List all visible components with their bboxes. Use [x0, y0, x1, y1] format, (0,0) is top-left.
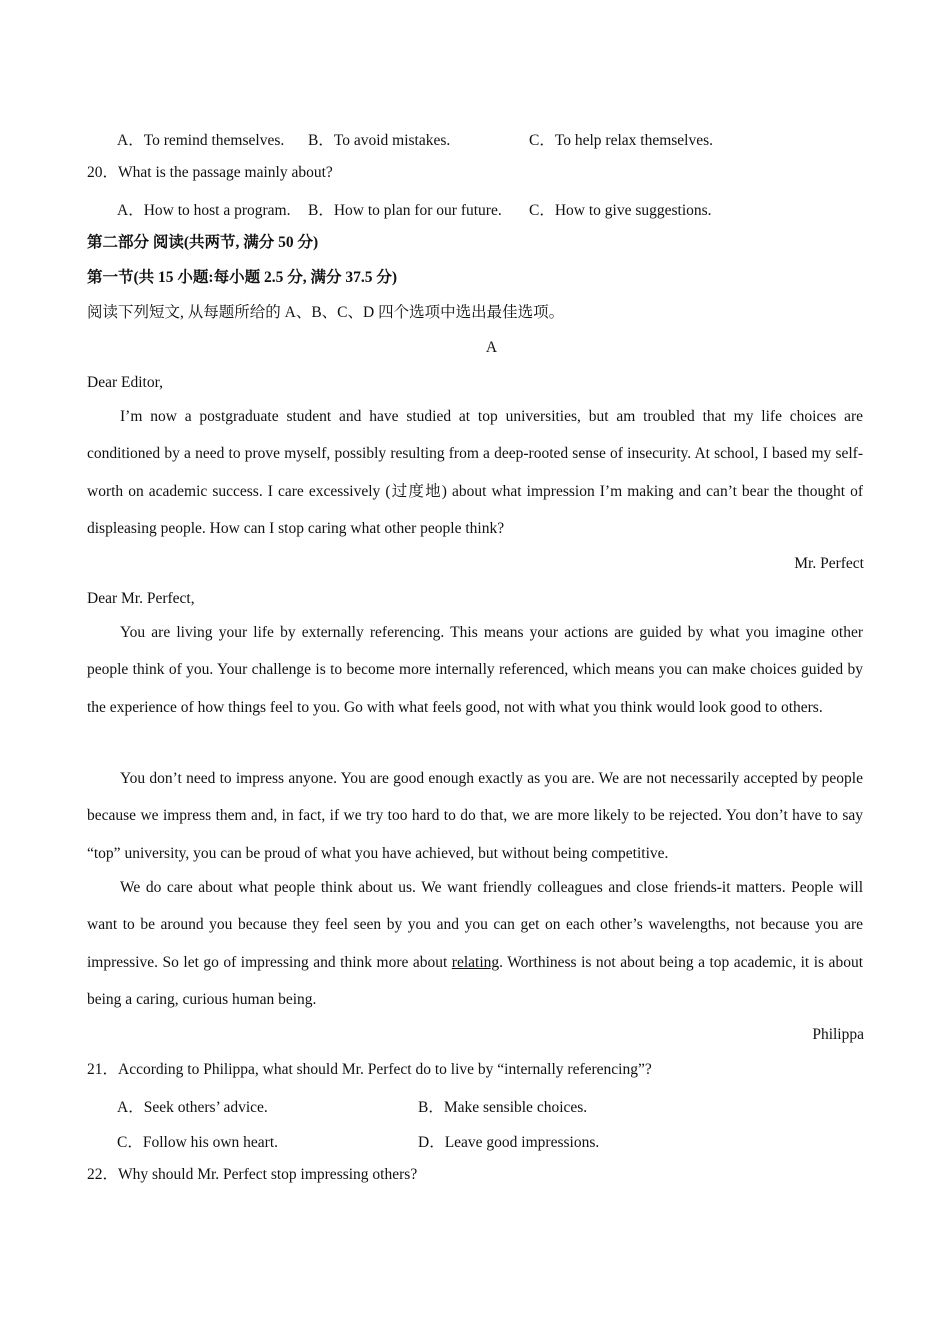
- q20-option-b: B．How to plan for our future.: [308, 202, 502, 219]
- letter2-paragraph-3: [87, 869, 863, 1018]
- underlined-word-relating: relating: [451, 953, 500, 971]
- part2-heading: 第二部分 阅读(共两节, 满分 50 分): [87, 234, 319, 251]
- q21-option-b: B．Make sensible choices.: [418, 1099, 588, 1116]
- q20-option-c: C．How to give suggestions.: [529, 202, 712, 219]
- letter1-greeting: Dear Editor,: [87, 374, 163, 391]
- letter1-body: I’m now a postgraduate student and have studied at top universities, but am troubled that my life choices are conditioned by a need to prove myself, possibly resulting from a deep-rooted sense of insecurity. At school, I based my self-worth on academic success. I care excessively (过度地) about what impression I’m making and can’t bear the thought of displeasing people. How can I stop caring what other people think?: [87, 408, 863, 537]
- q19-option-b: B．To avoid mistakes.: [308, 132, 451, 149]
- q21-option-a: A．Seek others’ advice.: [117, 1099, 268, 1116]
- q19-option-c: C．To help relax themselves.: [529, 132, 714, 149]
- q21-stem: 21．According to Philippa, what should Mr. Perfect do to live by “internally referencing”?: [87, 1061, 652, 1078]
- letter1-signature: Mr. Perfect: [794, 555, 864, 572]
- q21-option-c: C．Follow his own heart.: [117, 1134, 279, 1151]
- letter2-greeting: Dear Mr. Perfect,: [87, 590, 195, 607]
- q20-option-a: A．How to host a program.: [117, 202, 291, 219]
- letter2-signature: Philippa: [812, 1026, 864, 1043]
- section1-heading: 第一节(共 15 小题:每小题 2.5 分, 满分 37.5 分): [87, 269, 397, 286]
- paragraph-3-text-end: . Worthiness is not about being a top academic, it is about being a caring, curious human being.: [87, 953, 863, 1008]
- letter2-paragraph-2: You don’t need to impress anyone. You are good enough exactly as you are. We are not necessarily accepted by people because we impress them and, in fact, if we try too hard to do that, we are more likely to be rejected. You don’t have to say “top” university, you can be proud of what you have achieved, but without being competitive.: [87, 770, 863, 862]
- q22-stem: 22．Why should Mr. Perfect stop impressing others?: [87, 1166, 418, 1183]
- letter2-paragraph-1: You are living your life by externally referencing. This means your actions are guided by what you imagine other people think of you. Your challenge is to become more internally referenced, which means you can make choices guided by the experience of how things feel to you. Go with what feels good, not with what you think would look good to others.: [87, 624, 863, 716]
- q19-option-a: A．To remind themselves.: [117, 132, 285, 149]
- q21-option-d: D．Leave good impressions.: [418, 1134, 600, 1151]
- paragraph-3-text-start: We do care about what people think about us. We want friendly colleagues and close friends-it matters. People will want to be around you because they feel seen by you and you can get on each other’s wavelengths, not because you are impressive. So let go of impressing and think more about: [87, 879, 863, 971]
- instruction: 阅读下列短文, 从每题所给的 A、B、C、D 四个选项中选出最佳选项。: [87, 304, 565, 321]
- passage-label: A: [485, 339, 498, 356]
- q20-stem: 20．What is the passage mainly about?: [87, 164, 333, 181]
